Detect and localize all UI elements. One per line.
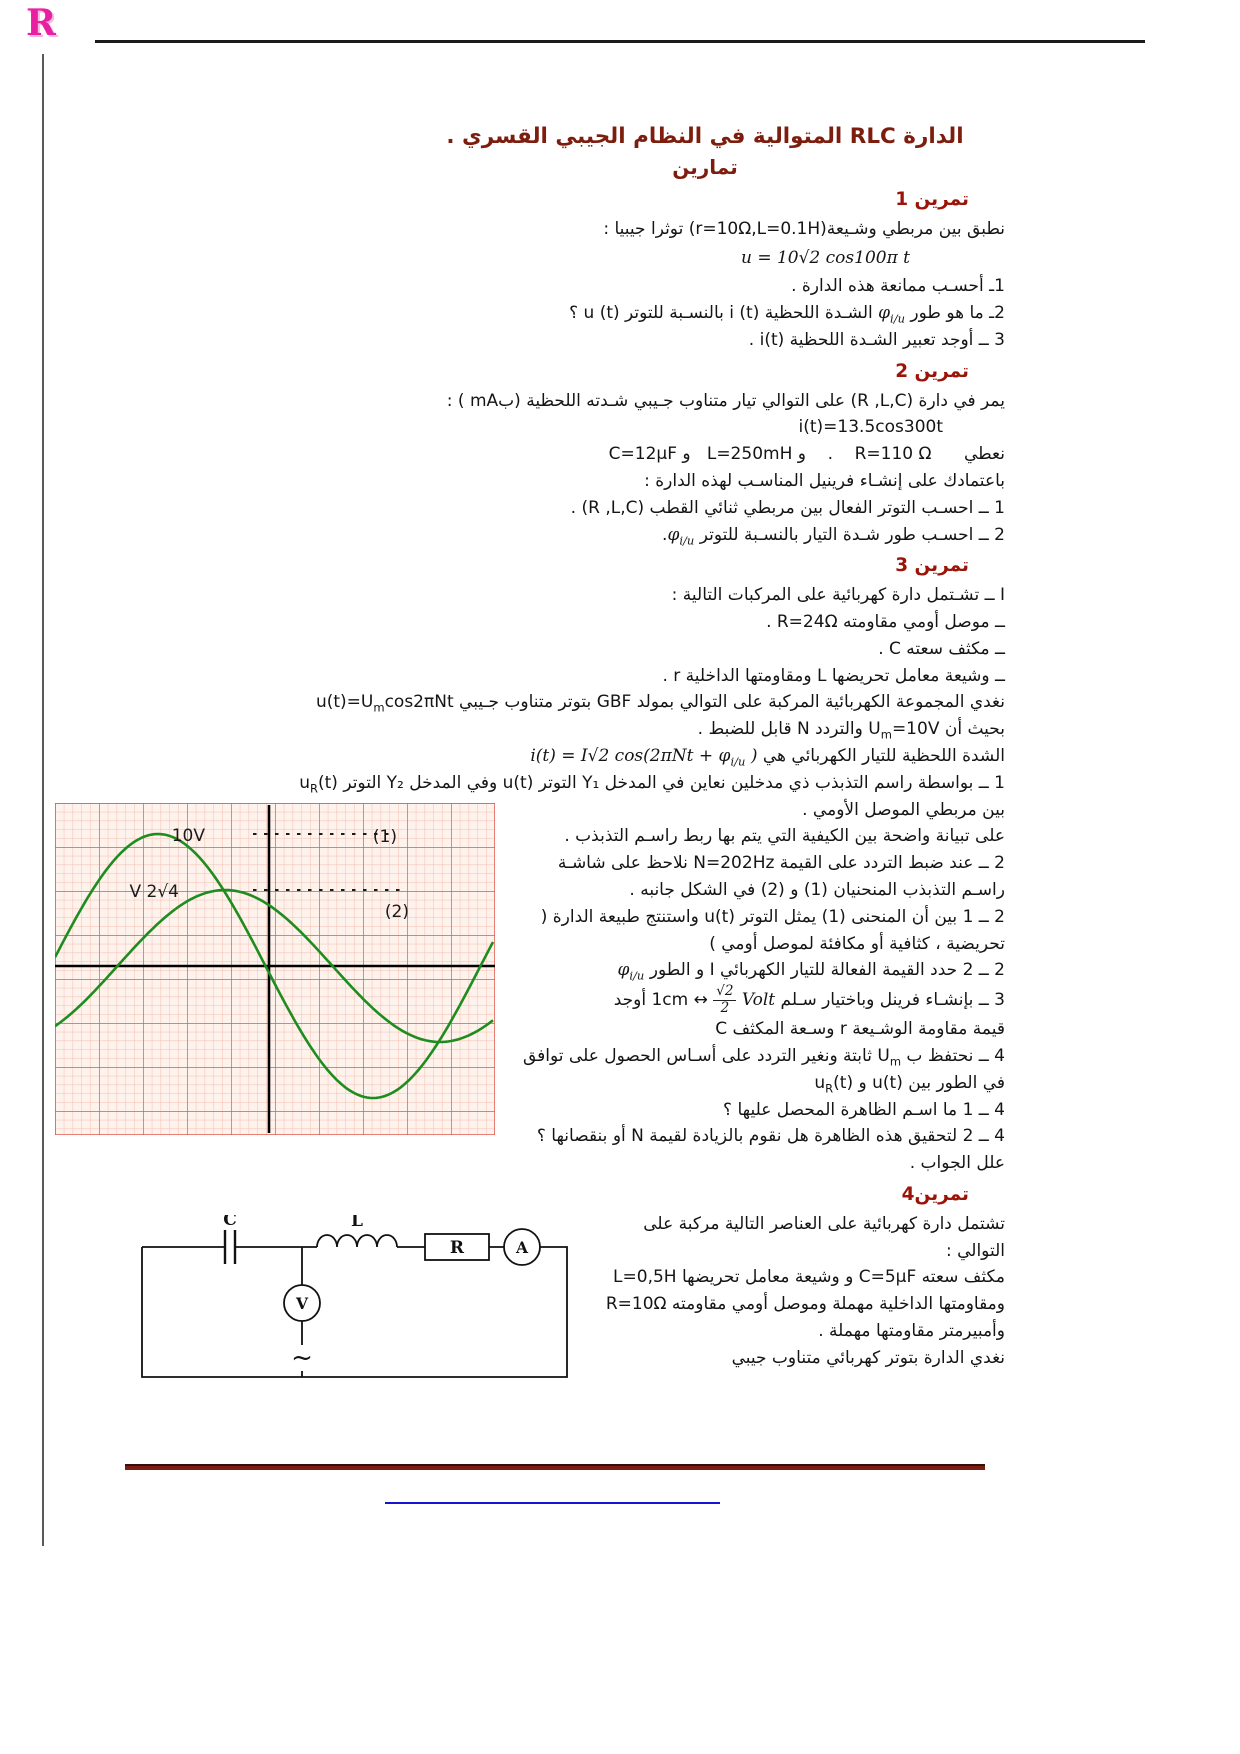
phi-symbol: $\varphi_{i/u}$ [878,303,906,326]
uR-term: $u_R(t)$ [814,1072,854,1096]
current-formula: i(t)=13.5cos300t [798,417,943,438]
text-run: نغدي الدارة بتوتر كهربائي متناوب جيبي [731,1347,1005,1368]
ex1-formula-line [145,245,910,272]
text-run: . [662,524,668,545]
capacitor-label: C [223,1214,237,1230]
inductor-symbol [317,1235,397,1247]
text-run: نطبق بين مربطي وشـيعة(r=10Ω,L=0.1H) توثرا جيبيا : [603,218,1005,239]
label-curve1: (1) [372,826,397,847]
page-subtitle: تمارين [672,155,738,179]
u-formula: $u(t)=U_m\cos 2\pi Nt$ [315,692,454,715]
exercise3-header: تمرين 3 [895,555,969,577]
text-run: بحيث أن [939,719,1005,740]
text-run: 2 ــ عند ضبط التردد على القيمة N=202Hz نلاحظ على شاشـة راسـم التذبذب المنحنيان (1) و (2) في الشكل جانبه . [557,853,1005,900]
site-logo: R [26,2,56,44]
scale-expression: 1cm ↔ $\frac{√2}{2}$ Volt [651,983,776,1016]
label-4sqrt2v: 4√2 V [129,881,179,902]
um-value: $U_m=10V$ [868,719,940,742]
phi-symbol: $\varphi_{i/u}$ [667,524,695,547]
circuit-figure [127,1215,577,1409]
um-subscript: m [880,727,892,742]
text-run: مكثف سعته C=5μF و وشيعة معامل تحريضها L=0,5H ومقاومتها الداخلية مهملة وموصل أومي مقاومته R=10Ω وأمبيرمتر مقاومتها مهملة . [605,1267,1005,1341]
ex3-generator [145,689,1005,716]
text-run: الشدة اللحظية للتيار الكهربائي هي [757,745,1005,766]
text-run: ــ موصل أومي مقاومته R=24Ω . [766,611,1005,632]
ex2-q2 [145,522,1005,549]
text-run: أوجد [613,990,652,1011]
capacitor-symbol [225,1230,235,1264]
ex3-current-expression [145,743,1005,770]
text-run: 3 ــ بإنشـاء فرينل وباختيار سـلم [775,990,1005,1011]
voltage-formula: u = 10√2 cos100π t [740,247,910,268]
ex1-q1 [145,273,1005,300]
text-run: ــ مكثف سعته C . [878,638,1005,659]
text-run: I ــ تشـتمل دارة كهربائية على المركبات التالية : [671,585,1005,606]
text-run: تشتمل دارة كهربائية على العناصر التالية مركبة على التوالي : [643,1213,1005,1261]
ex3-um-line [145,716,1005,743]
exercise1-header: تمرين 1 [895,189,969,210]
ex2-fresnel [145,468,1005,495]
um-subscript: m [889,1054,902,1069]
page-title: الدارة RLC المتوالية في النظام الجيبي القسري . [446,124,964,149]
top-rule [95,40,1145,43]
uR-subscript: R [825,1081,834,1096]
text-run: نعطي R=110 Ω . و L=250mH و C=12μF [608,444,1005,465]
phi-subscript: i/u [629,968,645,983]
text-run: على تبيانة واضحة بين الكيفية التي يتم بها ربط راسـم التذبذب . [564,826,1005,847]
i-formula: i(t) = I√2 $\cos(2\pi Nt + \varphi_{i/u}$ ) [530,745,758,769]
text-run: بين مربطي الموصل الأومي . [802,799,1005,820]
document-body [129,122,1005,1413]
text-run: قيمة مقاومة الوشـيعة r وسـعة المكثف C [715,1019,1005,1040]
ex2-q1 [145,495,1005,522]
text-run: 1 ــ احسـب التوتر الفعال بين مربطي ثنائي القطب (R ,L,C) . [570,497,1005,518]
text-run: 2 ــ 2 حدد القيمة الفعالة للتيار الكهربائي I و الطور [644,960,1005,981]
ex3-item-coil [145,663,1005,690]
text-run: الشـدة اللحظية i (t) بالنسـبة للتوتر u (t) ؟ [569,303,879,324]
margin-rule [42,54,44,1546]
uR-subscript: R [309,781,318,796]
title-block [405,122,1005,181]
oscilloscope-figure [55,803,495,1144]
text-run: 2ـ ما هو طور [905,303,1005,324]
sqrt2-over-2-fraction: $\frac{√2}{2}$ [713,984,736,1016]
text-run: ثابتة ونغير التردد على أسـاس الحصول على توافق في الطور بين u(t) و [522,1045,1005,1093]
ex3-item-capacitor [145,636,1005,663]
phi-subscript: i/u [679,532,695,547]
oscilloscope-svg [55,803,495,1135]
ex1-intro [145,216,1005,243]
text-run: 3 ــ أوجد تعبير الشـدة اللحظية i(t) . [748,329,1005,350]
text-run: 1ـ أحسـب ممانعة هذه الدارة . [791,276,1005,297]
ex1-q2 [145,300,1005,327]
text-run: 4 ــ 1 ما اسـم الظاهرة المحصل عليها ؟ [723,1099,1005,1120]
ex2-current-line [145,414,943,441]
text-run: يمر في دارة (R ,L,C) على التوالي تيار متناوب جـيبي شـدته اللحظية (بmA ) : [446,390,1005,411]
volt-unit: Volt [741,990,776,1011]
text-run: والتردد N قابل للضبط . [697,719,869,740]
resistor-label: R [449,1237,465,1258]
ex3-intro [145,582,1005,609]
exercise4-header: تمرين4 [901,1183,969,1205]
circuit-svg [127,1215,577,1400]
text-run: 4 ــ 2 لتحقيق هذه الظاهرة هل نقوم بالزيادة لقيمة N أو بنقصانها ؟ علل الجواب . [536,1126,1005,1174]
exercise2-header: تمرين 2 [895,360,969,382]
text-run: ــ وشيعة معامل تحريضها L ومقاومتها الداخلية r . [662,665,1005,686]
text-run: 2 ــ 1 بين أن المنحنى (1) يمثل التوتر u(t) واستنتج طبيعة الدارة ( تحريضية ، كثافية أو مكافئة لموصل أومي ) [540,906,1005,954]
ex1-q3 [145,327,1005,354]
inductor-label: L [351,1214,363,1231]
footer-rule [125,1464,985,1470]
text-run: 1 ــ بواسطة راسم التذبذب ذي مدخلين نعاين في المدخل Y₁ التوتر u(t) وفي المدخل Y₂ التوتر [337,772,1005,793]
phi-subscript: i/u [890,311,906,326]
ex3-item-resistor [145,609,1005,636]
ex2-given [145,441,1005,468]
arrow-symbol: ↔ [693,990,708,1011]
voltmeter-label: V [295,1293,309,1313]
uR-term: $u_R(t)$ [299,772,338,796]
ex2-intro [145,388,1005,415]
text-run: نغدي المجموعة الكهربائية المركبة على التوالي بمولد GBF بتوتر متناوب جـيبي [453,692,1005,713]
label-curve2: (2) [384,901,409,922]
phi-subscript: i/u [730,754,746,769]
phi-symbol: $\varphi_{i/u}$ [617,960,645,983]
circuit-wires [142,1247,567,1377]
label-10v: 10V [171,825,205,846]
ammeter-label: A [515,1237,529,1257]
ex3-q1-line1 [145,770,1005,797]
ac-source-symbol: ~ [291,1342,313,1373]
text-run: 2 ــ احسـب طور شـدة التيار بالنسـبة للتوتر [694,524,1005,545]
footer-link-underline[interactable] [385,1502,720,1504]
text-run: باعتمادك على إنشـاء فرينيل المناسـب لهذه الدارة : [644,470,1005,491]
text-run: 4 ــ نحتفظ ب [901,1045,1005,1066]
um-term: $U_m$ [877,1045,902,1069]
um-subscript: m [373,700,385,715]
